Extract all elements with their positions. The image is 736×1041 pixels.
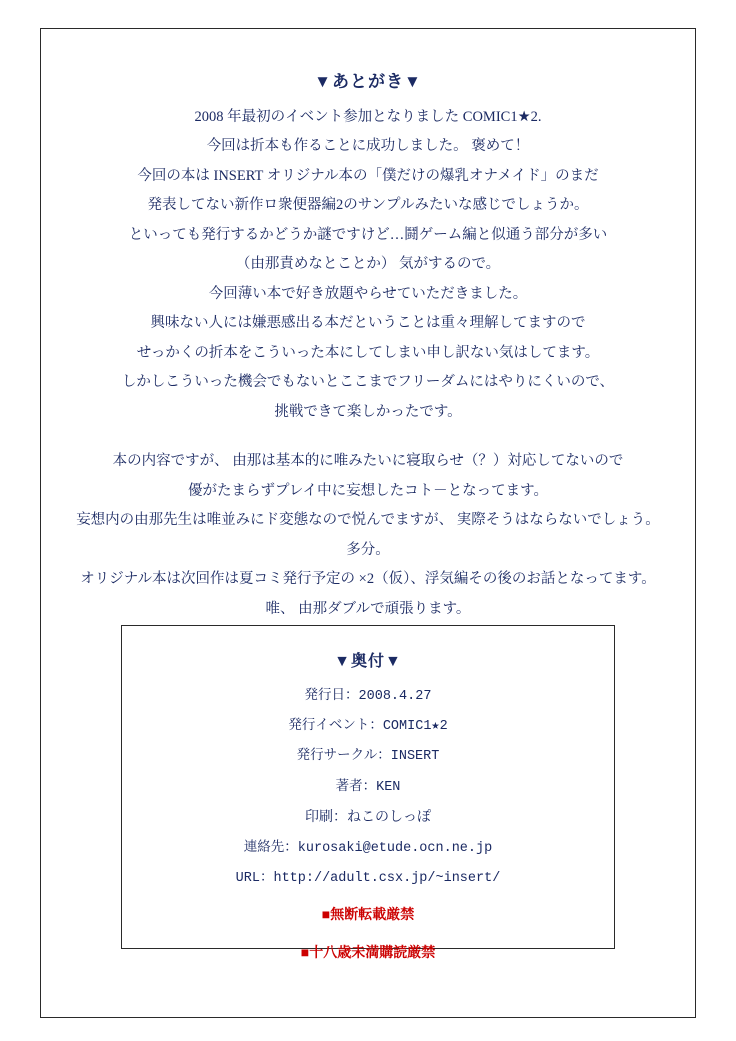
colophon-publish-date: 発行日：2008.4.27 — [304, 689, 432, 704]
afterword-title: ▼あとがき▼ — [314, 72, 422, 91]
colophon-box — [121, 625, 615, 962]
afterword-line: オリジナル本は次回作は夏コミ発行予定の ×2（仮）、浮気編その後のお話となってます。 — [80, 571, 656, 588]
page-content — [41, 29, 695, 1017]
colophon-author: 著者：KEN — [335, 779, 401, 795]
afterword-line: 今回薄い本で好き放題やらせていただきました。 — [208, 285, 528, 302]
afterword-line: （由那責めなとことか） 気がするので。 — [235, 256, 501, 273]
afterword-line: 今回は折本も作ることに成功しました。 褒めて！ — [206, 138, 530, 155]
warning-age-restriction: ■十八歳未満購読厳禁 — [300, 946, 436, 962]
afterword-line: 挑戦できて楽しかったです。 — [274, 403, 462, 420]
afterword-line: 優がたまらずプレイ中に妄想したコト－となってます。 — [187, 482, 549, 499]
afterword-line: 唯、 由那ダブルで頑張ります。 — [265, 600, 471, 617]
afterword-line: 今回の本は INSERT オリジナル本の「僕だけの爆乳オナメイド」のまだ — [137, 167, 599, 184]
afterword-line: 2008 年最初のイベント参加となりました COMIC1★2. — [194, 109, 542, 125]
colophon-contact-email[interactable]: 連絡先：kurosaki@etude.ocn.ne.jp — [243, 840, 493, 856]
colophon-title: ▼奥付▼ — [334, 653, 402, 670]
afterword-line: といっても発行するかどうか謎ですけど…鬪ゲーム編と似通う部分が多い — [128, 226, 608, 243]
afterword-line: 妄想内の由那先生は唯並みにド変態なので悦んでますが、 実際そうはならないでしょう。 — [76, 512, 660, 529]
afterword-line: しかしこういった機会でもないとここまでフリーダムにはやりにくいので、 — [121, 374, 615, 391]
afterword-section — [41, 67, 695, 656]
colophon-url[interactable]: URL：http://adult.csx.jp/~insert/ — [235, 870, 501, 886]
afterword-line: 興味ない人には嫌悪感出る本だということは重々理解してますので — [150, 315, 586, 332]
paragraph-gap — [41, 430, 695, 450]
afterword-line: 本の内容ですが、 由那は基本的に唯みたいに寝取らせ（？）対応してないので — [112, 453, 624, 470]
colophon-event: 発行イベント：COMIC1★2 — [288, 719, 448, 735]
afterword-line: 多分。 — [346, 541, 390, 558]
afterword-line: 発表してない新作ロ衆便器編2のサンプルみたいな感じでしょうか。 — [147, 197, 589, 214]
colophon-printer: 印刷：ねこのしっぽ — [305, 809, 431, 825]
warning-no-reproduction: ■無断転載厳禁 — [321, 907, 415, 923]
afterword-line: せっかくの折本をこういった本にしてしまい申し訳ない気はしてます。 — [136, 344, 600, 361]
colophon-circle: 発行サークル：INSERT — [296, 749, 440, 765]
